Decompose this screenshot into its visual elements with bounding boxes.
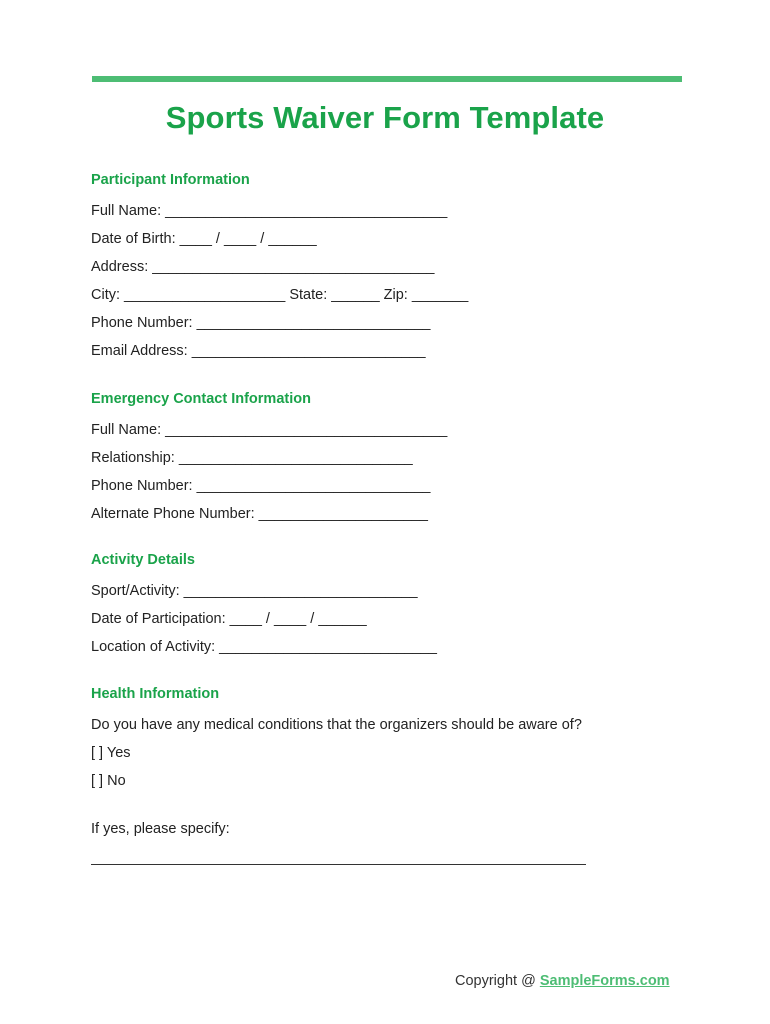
section-heading-emergency: Emergency Contact Information (91, 391, 311, 407)
participant-address-field[interactable]: Address: ___________________________________ (91, 259, 435, 275)
section-heading-participant: Participant Information (91, 172, 250, 188)
emergency-alternate-phone-field[interactable]: Alternate Phone Number: _____________________ (91, 506, 428, 522)
participant-email-field[interactable]: Email Address: _____________________________ (91, 343, 426, 359)
participant-phone-field[interactable]: Phone Number: _____________________________ (91, 315, 431, 331)
health-specify-line[interactable] (91, 864, 586, 865)
activity-sport-field[interactable]: Sport/Activity: _____________________________ (91, 583, 418, 599)
activity-date-field[interactable]: Date of Participation: ____ / ____ / ______ (91, 611, 367, 627)
health-no-checkbox[interactable]: [ ] No (91, 773, 126, 789)
emergency-relationship-field[interactable]: Relationship: _____________________________ (91, 450, 413, 466)
participant-full-name-field[interactable]: Full Name: ___________________________________ (91, 203, 448, 219)
participant-date-of-birth-field[interactable]: Date of Birth: ____ / ____ / ______ (91, 231, 317, 247)
emergency-phone-field[interactable]: Phone Number: _____________________________ (91, 478, 431, 494)
emergency-full-name-field[interactable]: Full Name: ___________________________________ (91, 422, 448, 438)
copyright-footer (455, 973, 670, 989)
top-accent-bar (92, 76, 682, 82)
page-title: Sports Waiver Form Template (165, 100, 605, 135)
section-heading-activity: Activity Details (91, 552, 195, 568)
health-yes-checkbox[interactable]: [ ] Yes (91, 745, 131, 761)
participant-city-state-zip-field[interactable]: City: ____________________ State: ______ Zip: _______ (91, 287, 469, 303)
brand-link[interactable]: SampleForms.com (539, 973, 670, 989)
health-question: Do you have any medical conditions that the organizers should be aware of? (91, 717, 582, 733)
health-specify-label: If yes, please specify: (91, 821, 230, 837)
section-heading-health: Health Information (91, 686, 220, 702)
copyright-prefix: Copyright @ (455, 973, 540, 989)
activity-location-field[interactable]: Location of Activity: ___________________________ (91, 639, 437, 655)
